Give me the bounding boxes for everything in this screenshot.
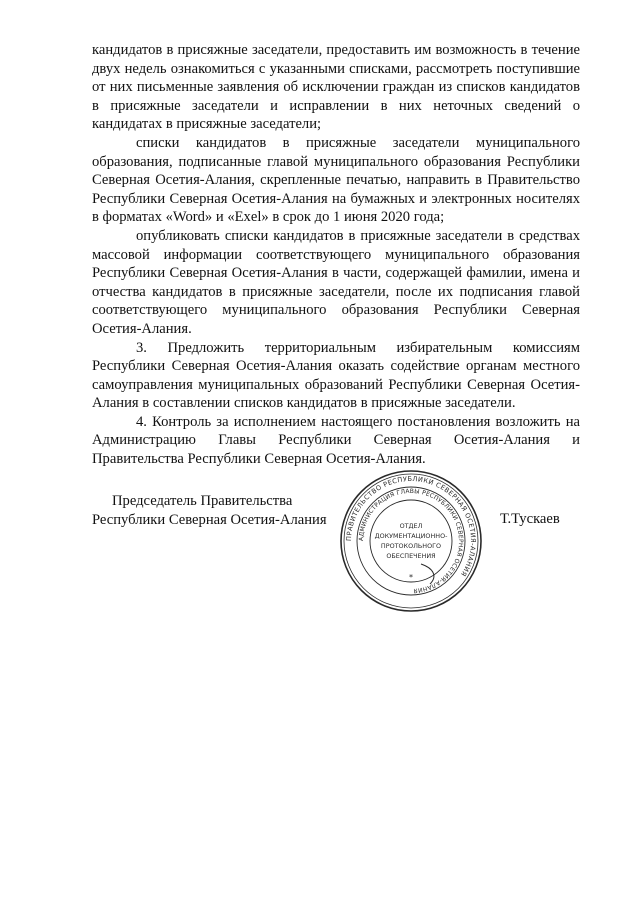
seal-signature-stroke	[421, 564, 434, 584]
signature-name: Т.Тускаев	[500, 511, 560, 527]
signature-position-line1: Председатель Правительства	[112, 493, 293, 509]
paragraph-continuation: кандидатов в присяжные заседатели, предоставить им возможность в течение двух недель ознакомиться с указанными списками, рассмотреть поступившие от них письменные заявления об исключении граждан из списков кандидатов в присяжные заседатели и исправлении в них неточных сведений о кандидатах в присяжные заседатели;	[92, 42, 580, 133]
seal-center-line2: ДОКУМЕНТАЦИОННО-	[374, 532, 448, 540]
paragraph-item-3: 3. Предложить территориальным избирательным комиссиям Республики Северная Осетия-Алания оказать содействие органам местного самоуправления муниципальных образований Республики Северная Осетия-Алания в составлении списков кандидатов в присяжные заседатели.	[92, 339, 580, 412]
seal-center-line3: ПРОТОКОЛЬНОГО	[380, 542, 442, 550]
seal-center-line1: ОТДЕЛ	[399, 522, 423, 530]
signature-position	[92, 492, 352, 529]
paragraph-publish-lists: опубликовать списки кандидатов в присяжные заседатели в средствах массовой информации соответствующего муниципального образования Республики Северная Осетия-Алания в части, содержащей фамилии, имена и отчества кандидатов в присяжные заседатели, после их подписания главой соответствующего муниципального образования Республики Северная Осетия-Алания.	[92, 227, 580, 337]
seal-ring-inner-text: АДМИНИСТРАЦИЯ ГЛАВЫ РЕСПУБЛИКИ СЕВЕРНАЯ ОСЕТИЯ-АЛАНИЯ	[357, 487, 465, 594]
official-seal	[338, 468, 484, 614]
seal-center-line4: ОБЕСПЕЧЕНИЯ	[386, 552, 436, 560]
paragraph-item-4: 4. Контроль за исполнением настоящего постановления возложить на Администрацию Главы Республики Северная Осетия-Алания и Правительства Республики Северная Осетия-Алания.	[92, 413, 580, 468]
seal-ring-outer-text: ПРАВИТЕЛЬСТВО РЕСПУБЛИКИ СЕВЕРНАЯ ОСЕТИЯ-АЛАНИЯ	[344, 474, 478, 578]
signature-position-line2: Республики Северная Осетия-Алания	[92, 511, 327, 528]
document-body	[92, 41, 580, 469]
paragraph-lists-signing: списки кандидатов в присяжные заседатели муниципального образования, подписанные главой муниципального образования Республики Северная Осетия-Алания, скрепленные печатью, направить в Правительство Республики Северная Осетия-Алания на бумажных и электронных носителях в форматах «Word» и «Exel» в срок до 1 июня 2020 года;	[92, 134, 580, 226]
seal-star-icon: *	[409, 573, 413, 582]
